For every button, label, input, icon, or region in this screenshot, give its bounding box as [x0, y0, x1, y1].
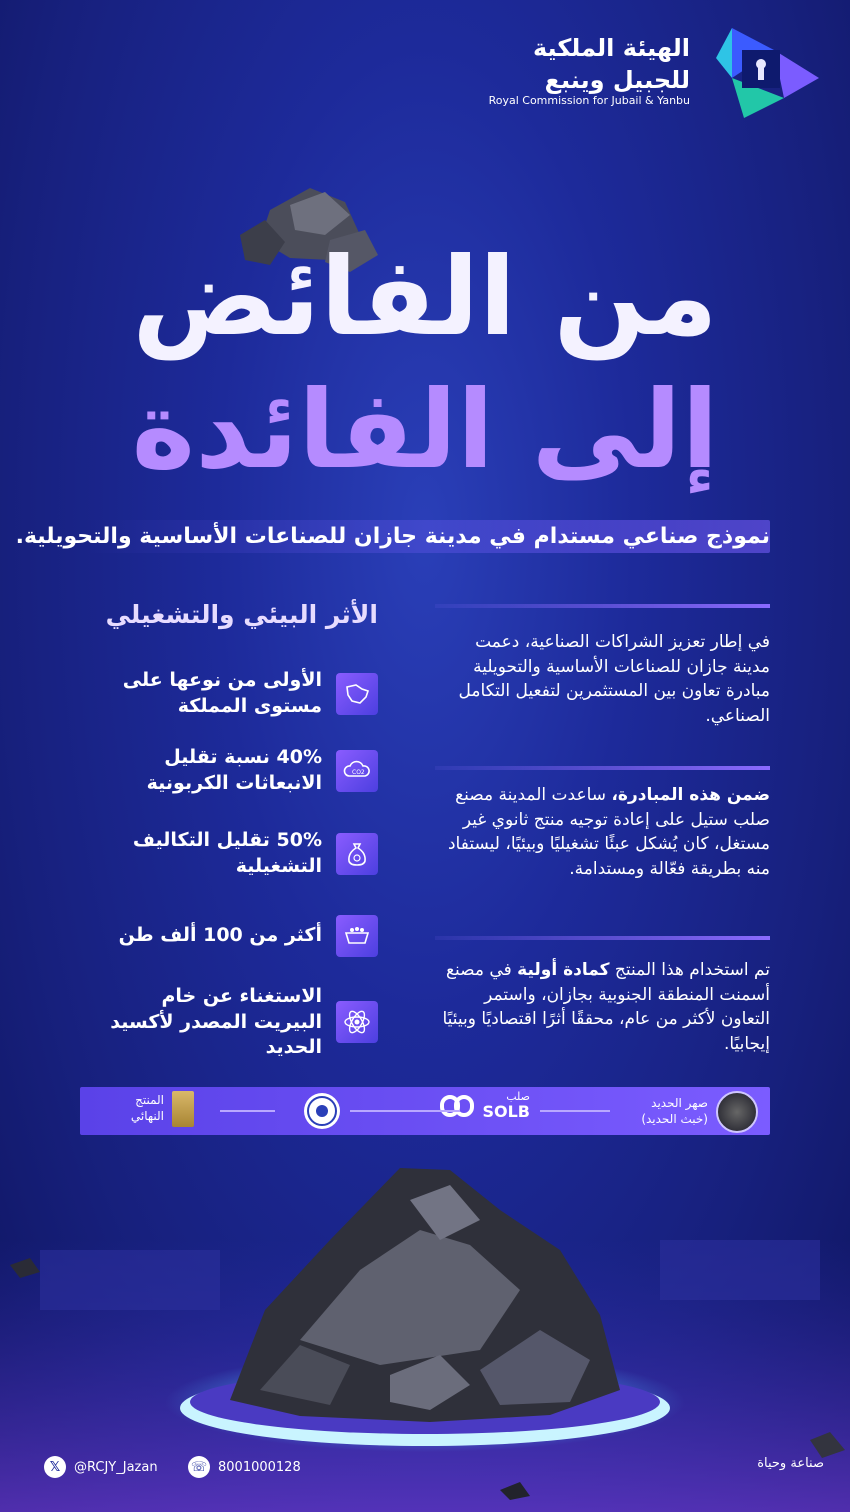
hero-title-line1: من الفائض	[132, 235, 718, 360]
cement-bag-image	[172, 1091, 194, 1127]
solb-logo-ar: صلب	[506, 1090, 530, 1103]
logo-name-ar-line2: للجبيل وينبع	[544, 66, 690, 94]
process-flow-bar	[80, 1087, 770, 1135]
slogan	[757, 1456, 824, 1471]
co2-cloud-icon	[336, 750, 378, 792]
impact-item-text: 50% تقليل التكاليف التشغيلية	[132, 829, 322, 877]
money-bag-icon	[336, 833, 378, 875]
rcjy-logo	[488, 28, 830, 118]
paragraph-usage	[435, 958, 770, 1057]
divider-line	[435, 766, 770, 770]
process-step1-label: صهر الحديد	[651, 1096, 708, 1111]
slag-image	[716, 1091, 758, 1133]
phone-number[interactable]	[188, 1456, 301, 1478]
impact-item	[88, 745, 378, 796]
divider-line	[435, 604, 770, 608]
paragraph-usage-lead: كمادة أولية	[517, 960, 610, 980]
process-step-cement	[302, 1091, 342, 1131]
atom-icon	[336, 1001, 378, 1043]
impact-item-text: 40% نسبة تقليل الانبعاثات الكربونية	[146, 746, 322, 794]
impact-item	[88, 984, 378, 1061]
cart-icon	[336, 915, 378, 957]
impact-item	[88, 668, 378, 719]
impact-item-text: الأولى من نوعها على مستوى المملكة	[122, 669, 322, 717]
phone-icon: ☏	[188, 1456, 210, 1478]
twitter-handle[interactable]	[44, 1456, 158, 1478]
slogan-text: صناعة وحياة	[757, 1456, 824, 1471]
svg-text:CO2: CO2	[352, 768, 365, 776]
process-connector	[350, 1110, 460, 1112]
divider-line	[435, 936, 770, 940]
twitter-handle-text: @RCJY_Jazan	[74, 1459, 158, 1475]
impact-item-text: أكثر من 100 ألف طن	[118, 924, 322, 947]
x-logo-icon: 𝕏	[44, 1456, 66, 1478]
process-step-solb	[440, 1091, 530, 1121]
paragraph-usage-start: تم استخدام هذا المنتج	[609, 960, 770, 980]
process-connector	[220, 1110, 275, 1112]
rcjy-emblem-icon	[714, 28, 824, 118]
paragraph-initiative	[435, 783, 770, 882]
hero-title-line2: إلى الفائدة	[131, 368, 719, 493]
paragraph-initiative-lead: ضمن هذه المبادرة،	[611, 785, 770, 805]
process-step-final-product	[114, 1091, 194, 1127]
hero-subtitle: نموذج صناعي مستدام في مدينة جازان للصناعات الأساسية والتحويلية.	[85, 520, 770, 553]
footer	[40, 1456, 830, 1486]
paragraph-partnership: في إطار تعزيز الشراكات الصناعية، دعمت مدينة جازان للصناعات الأساسية والتحويلية مبادرة تعاون بين المستثمرين لتفعيل التكامل الصناعي.	[458, 632, 770, 726]
process-step4-label: المنتج النهائي	[130, 1093, 164, 1123]
paragraph-usage-body: في مصنع أسمنت المنطقة الجنوبية بجازان، واستمر التعاون لأكثر من عام، محققًا أثرًا اقتصاديًا وبيئيًا إيجابيًا.	[442, 960, 770, 1054]
impact-item-text: الاستغناء عن خام البيريت المصدر لأكسيد الحديد	[110, 985, 322, 1059]
process-step-iron-smelting	[641, 1091, 758, 1133]
process-connector	[540, 1110, 610, 1112]
impact-item	[88, 915, 378, 957]
logo-name-ar-line1: الهيئة الملكية	[532, 34, 690, 62]
paragraph-initiative-body: ساعدت المدينة مصنع صلب ستيل على إعادة توجيه منتج ثانوي غير مستغل، كان يُشكل عبئًا تشغيليًا وبيئيًا، ليستفاد منه بطريقة فعّالة ومستدامة.	[447, 785, 770, 879]
logo-name-en: Royal Commission for Jubail & Yanbu	[488, 94, 690, 107]
process-step1-sub: (خبث الحديد)	[641, 1112, 708, 1126]
impact-item	[88, 828, 378, 879]
impact-heading: الأثر البيئي والتشغيلي	[105, 600, 378, 629]
solb-logo-en: SOLB	[482, 1102, 530, 1122]
solb-logo-icon	[440, 1093, 474, 1119]
saudi-map-icon	[336, 673, 378, 715]
cement-company-logo-icon	[302, 1091, 342, 1131]
phone-number-text: 8001000128	[218, 1459, 301, 1475]
